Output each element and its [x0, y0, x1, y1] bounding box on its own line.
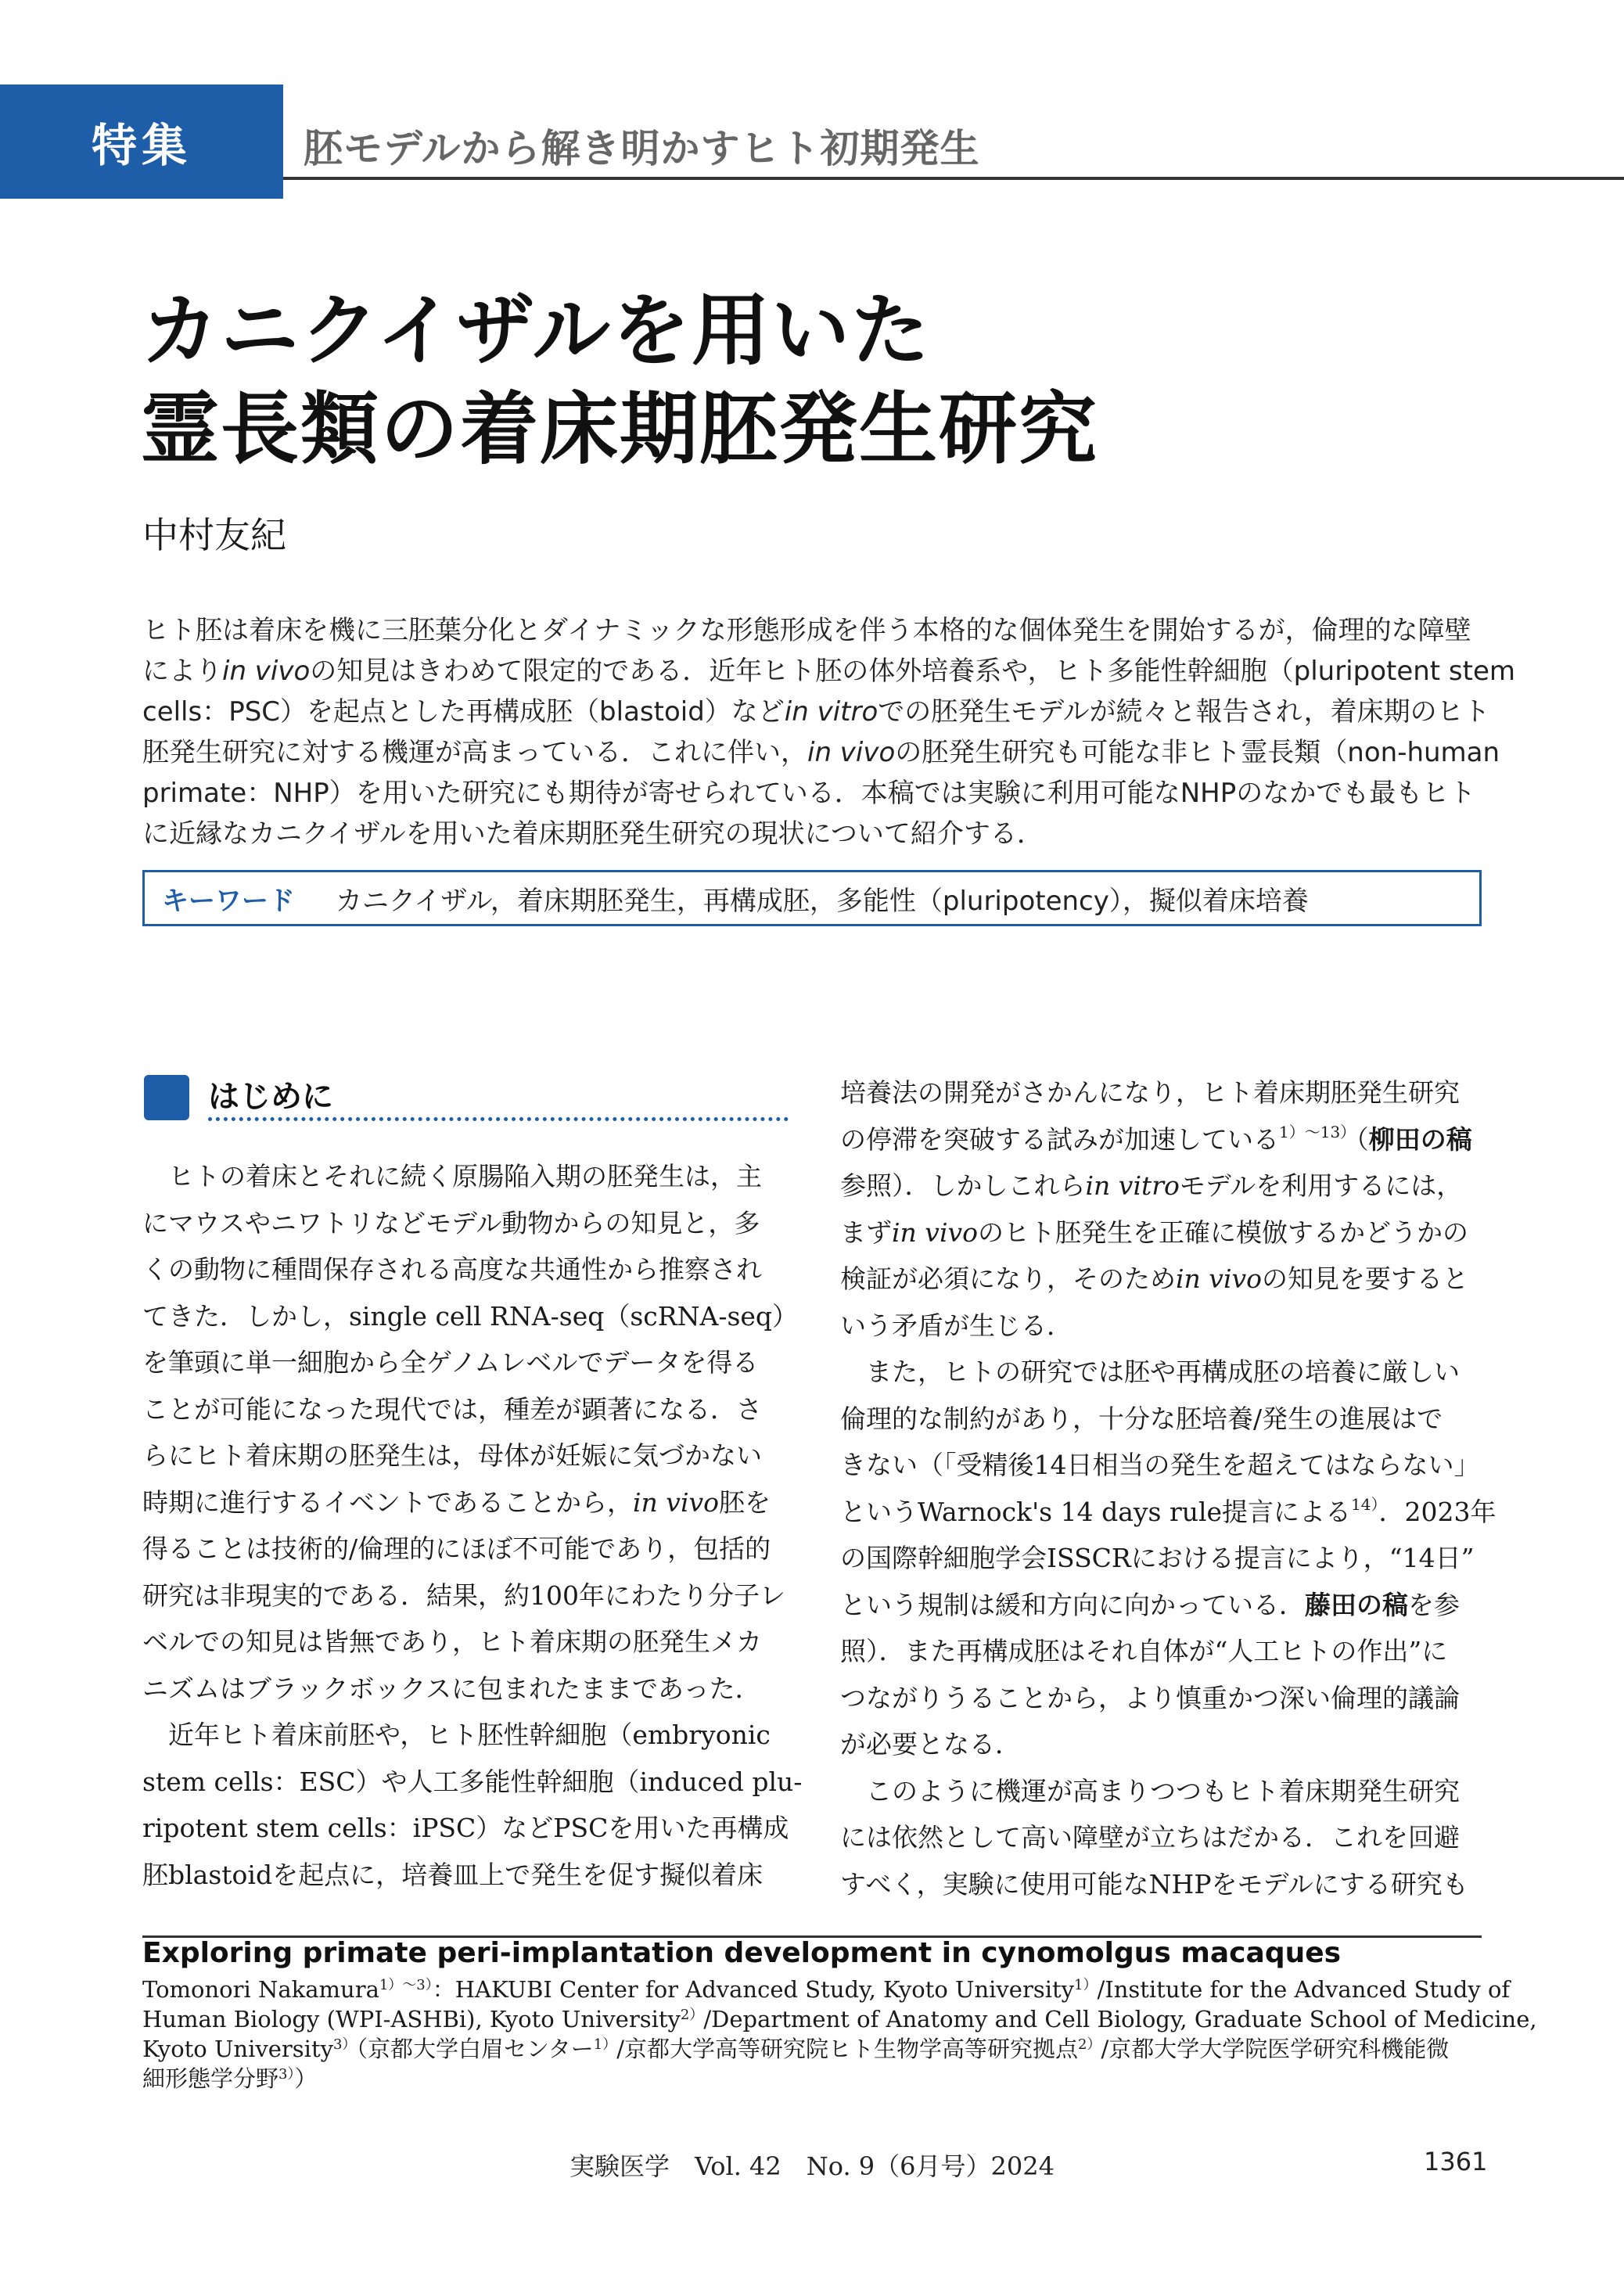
text-run: の胚発生研究も可能な非ヒト霊長類（non-human	[895, 737, 1500, 768]
body-line	[840, 1582, 1482, 1629]
body-line: にマウスやニワトリなどモデル動物からの知見と，多	[142, 1207, 760, 1238]
body-line: ことが可能になった現代では，種差が顕著になる．さ	[142, 1393, 762, 1425]
bold-reference: 柳田の稿	[1368, 1123, 1472, 1155]
text-run: 参照）．しかしこれら	[840, 1170, 1086, 1201]
text-run: /京都大学大学院医学研究科機能微	[1101, 2036, 1450, 2062]
header-rule	[283, 177, 1624, 180]
body-line	[840, 1209, 1482, 1256]
abstract	[142, 610, 1516, 854]
text-run: の知見はきわめて限定的である．近年ヒト胚の体外培養系や，ヒト多能性幹細胞（pluripotent stem	[310, 656, 1516, 687]
body-line: ベルでの知見は皆無であり，ヒト着床期の胚発生メカ	[142, 1626, 762, 1657]
text-run: Kyoto University	[142, 2036, 333, 2062]
text-run: 胚発生研究に対する機運が高まっている．これに伴い，	[142, 737, 807, 768]
body-line: きない（「受精後14日相当の発生を超えてはならない」	[840, 1450, 1480, 1480]
affiliations	[142, 1975, 1537, 2094]
page-number: 1361	[1424, 2147, 1488, 2176]
text-run: での胚発生モデルが続々と報告され，着床期のヒト	[878, 696, 1490, 728]
body-line: 照）．また再構成胚はそれ自体が“人工ヒトの作出”に	[840, 1636, 1448, 1666]
body-line: 胚blastoidを起点に，培養皿上で発生を促す擬似着床	[142, 1859, 763, 1890]
text-run: まず	[840, 1217, 892, 1248]
body-line	[840, 1116, 1482, 1163]
text-run: を参	[1408, 1589, 1460, 1620]
body-line: 研究は非現実的である．結果，約100年にわたり分子レ	[142, 1580, 785, 1611]
text-run: （	[1356, 1123, 1369, 1155]
body-line: いう矛盾が生じる．	[840, 1310, 1072, 1341]
section-title: はじめに	[208, 1079, 333, 1115]
italic-term: in vivo	[633, 1486, 720, 1518]
abstract-line	[142, 692, 1490, 732]
text-run: ヒトの着床とそれに続く原腸陥入期の胚発生は，主	[168, 1161, 762, 1191]
body-line	[840, 1349, 1482, 1396]
body-line	[840, 1768, 1482, 1815]
affiliation-line	[142, 2064, 1482, 2094]
text-run: の停滞を突破する試みが加速している	[840, 1123, 1279, 1155]
body-line: てきた．しかし，single cell RNA-seq（scRNA-seq）	[142, 1300, 799, 1332]
text-run: 近年ヒト着床前胚や，ヒト胚性幹細胞（embryonic	[168, 1720, 771, 1750]
feature-label: 特集	[0, 84, 283, 199]
keyword-box	[142, 870, 1482, 926]
section-heading	[142, 1072, 788, 1120]
text-run: Tomonori Nakamura	[142, 1976, 379, 2003]
text-run: /Department of Anatomy and Cell Biology, Graduate School of Medicine,	[703, 2006, 1537, 2032]
affiliation-line	[142, 1975, 1511, 2004]
series-title: 胚モデルから解き明かすヒト初期発生	[304, 126, 980, 171]
text-run: という規制は緩和方向に向かっている．	[840, 1589, 1305, 1620]
text-run: （京都大学白眉センター	[356, 2036, 594, 2062]
text-run: cells：PSC）を起点とした再構成胚（blastoid）など	[142, 696, 785, 728]
journal-info: 実験医学 Vol. 42 No. 9（6月号）2024	[569, 2151, 1055, 2181]
citation: 1）～3）	[379, 1977, 433, 1993]
abstract-line: に近縁なカニクイザルを用いた着床期胚発生研究の現状について紹介する．	[142, 818, 1044, 850]
body-line: を筆頭に単一細胞から全ゲノムレベルでデータを得る	[142, 1347, 759, 1378]
text-run: のヒト胚発生を正確に模倣するかどうかの	[978, 1217, 1469, 1248]
text-run: /京都大学高等研究院ヒト生物学高等研究拠点	[616, 2036, 1079, 2062]
body-line	[840, 1256, 1482, 1303]
article-title	[141, 282, 1098, 479]
text-run: また，ヒトの研究では胚や再構成胚の培養に厳しい	[866, 1357, 1460, 1387]
section-dotted-rule	[208, 1117, 789, 1121]
title-line-1: カニクイザルを用いた	[141, 285, 931, 376]
left-column	[142, 1153, 803, 1898]
italic-term: in vitro	[1085, 1170, 1180, 1201]
citation: 3）	[332, 2036, 357, 2053]
body-line: が必要となる．	[840, 1729, 1021, 1759]
right-column	[840, 1069, 1496, 1907]
text-run: ）	[294, 2065, 318, 2092]
text-run: というWarnock's 14 days rule提言による	[840, 1496, 1352, 1527]
abstract-line: primate：NHP）を用いた研究にも期待が寄せられている．本稿では実験に利用可能なNHPのなかでも最もヒト	[142, 778, 1476, 809]
text-run: 胚を	[719, 1486, 771, 1518]
title-line-2: 霊長類の着床期胚発生研究	[141, 383, 1098, 475]
affiliation-line	[142, 2004, 1537, 2034]
keyword-list: カニクイザル，着床期胚発生，再構成胚，多能性（pluripotency），擬似着床培養	[336, 885, 1309, 917]
text-run: の知見を要すると	[1262, 1263, 1469, 1294]
text-run: モデルを利用するには，	[1179, 1170, 1463, 1201]
text-run: このように機運が高まりつつもヒト着床期発生研究	[866, 1775, 1460, 1806]
keyword-label: キーワード	[162, 885, 295, 917]
body-line: の国際幹細胞学会ISSCRにおける提言により，“14日”	[840, 1543, 1475, 1573]
italic-term: in vivo	[807, 737, 896, 768]
italic-term: in vivo	[892, 1217, 979, 1248]
body-line	[142, 1479, 784, 1526]
bold-reference: 藤田の稿	[1305, 1589, 1408, 1620]
affiliation-line	[142, 2034, 1482, 2064]
body-line: 倫理的な制約があり，十分な胚培養/発生の進展はで	[840, 1403, 1443, 1434]
text-run: Human Biology (WPI-ASHBi), Kyoto University	[142, 2006, 681, 2032]
italic-term: in vivo	[222, 656, 311, 687]
body-line: らにヒト着床期の胚発生は，母体が妊娠に気づかない	[142, 1440, 762, 1471]
text-run: ．2023年	[1378, 1496, 1496, 1527]
body-line: には依然として高い障壁が立ちはだかる．これを回避	[840, 1822, 1460, 1853]
body-line: ripotent stem cells：iPSC）などPSCを用いた再構成	[142, 1813, 789, 1843]
author-name: 中村友紀	[142, 514, 286, 556]
citation: 1）	[1074, 1977, 1098, 1993]
citation: 14）	[1351, 1494, 1379, 1514]
abstract-line: ヒト胚は着床を機に三胚葉分化とダイナミックな形態形成を伴う本格的な個体発生を開始するが，倫理的な障壁	[142, 615, 1471, 646]
text-run: ：HAKUBI Center for Advanced Study, Kyoto University	[432, 1976, 1075, 2003]
body-line: 得ることは技術的/倫理的にほぼ不可能であり，包括的	[142, 1533, 771, 1564]
citation: 2）	[680, 2007, 704, 2023]
body-line: つながりうることから，より慎重かつ深い倫理的議論	[840, 1682, 1460, 1713]
body-line	[142, 1712, 784, 1759]
body-line	[840, 1163, 1482, 1209]
body-line	[840, 1489, 1496, 1536]
english-title: Exploring primate peri-implantation development in cynomolgus macaques	[142, 1937, 1342, 1969]
body-line: 培養法の開発がさかんになり，ヒト着床期胚発生研究	[840, 1077, 1460, 1108]
italic-term: in vivo	[1176, 1263, 1263, 1294]
citation: 2）	[1078, 2036, 1101, 2053]
section-marker-icon	[144, 1075, 189, 1120]
text-run: /Institute for the Advanced Study of	[1097, 1976, 1511, 2003]
body-line: stem cells：ESC）や人工多能性幹細胞（induced plu-	[142, 1766, 803, 1797]
citation: 1）	[593, 2036, 617, 2053]
abstract-line	[142, 651, 1516, 692]
text-run: 細形態学分野	[142, 2065, 279, 2092]
italic-term: in vitro	[784, 696, 878, 728]
abstract-line	[142, 732, 1500, 773]
citation: 3）	[278, 2066, 295, 2083]
text-run: により	[142, 656, 222, 687]
body-line	[142, 1153, 784, 1200]
citation: 1）～13）	[1279, 1122, 1356, 1141]
text-run: 時期に進行するイベントであることから，	[142, 1486, 633, 1518]
body-line: ニズムはブラックボックスに包まれたままであった．	[142, 1673, 761, 1704]
body-line: くの動物に種間保存される高度な共通性から推察され	[142, 1254, 762, 1285]
body-line: すべく，実験に使用可能なNHPをモデルにする研究も	[840, 1868, 1468, 1899]
text-run: 検証が必須になり，そのため	[840, 1263, 1176, 1294]
